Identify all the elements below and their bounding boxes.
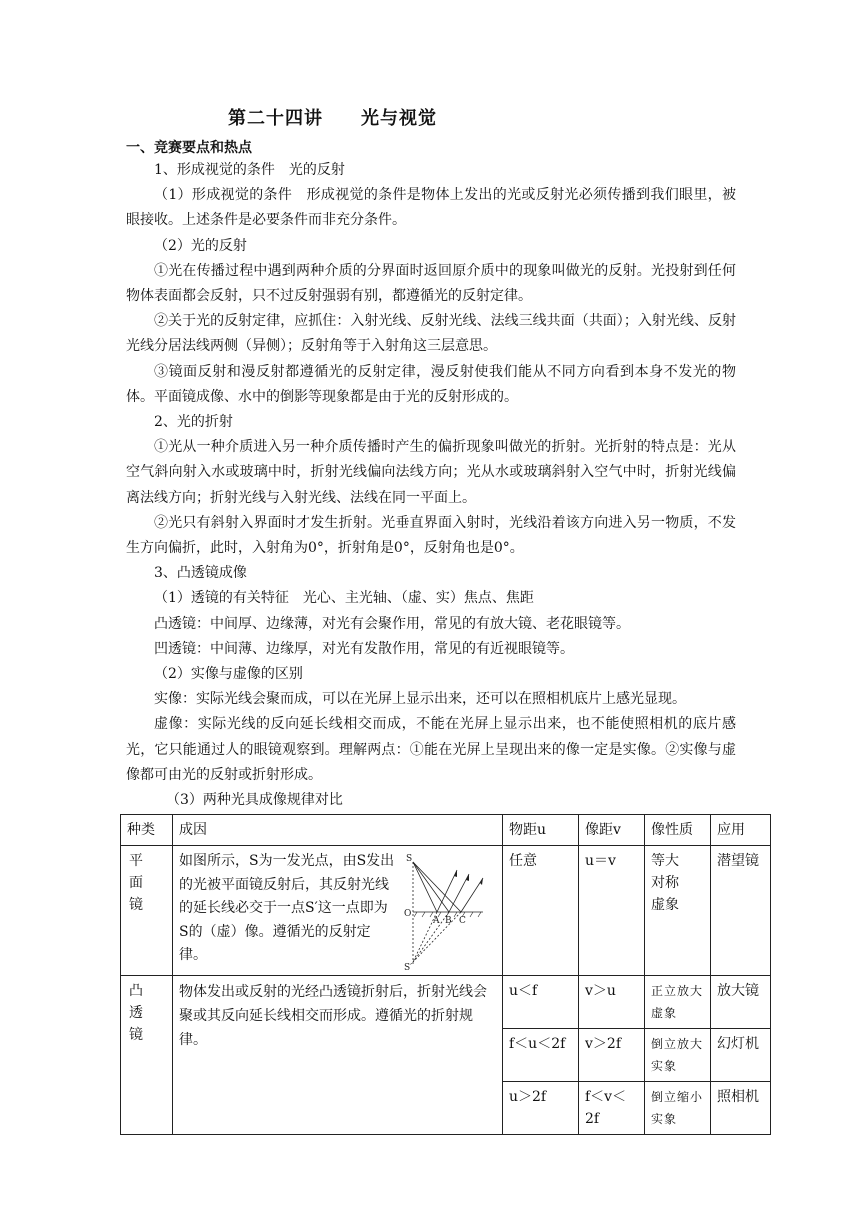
reflected-ray xyxy=(437,870,457,912)
subheading: 3、凸透镜成像 xyxy=(154,565,247,582)
paragraph: ②关于光的反射定律，应抓住：入射光线、反射光线、法线三线共面（共面）；入射光线、反射光线分居法线两侧（异侧）；反射角等于入射角这三层意思。 xyxy=(126,313,736,355)
paragraph: 凸透镜：中间厚、边缘薄，对光有会聚作用，常见的有放大镜、老花眼镜等。 xyxy=(154,615,630,632)
kind-char: 面 xyxy=(129,875,143,891)
table-header-row xyxy=(121,815,771,846)
paragraph: ①光在传播过程中遇到两种介质的分界面时返回原介质中的现象叫做光的反射。光投射到任何物体表面都会反射，只不过反射强弱有别，都遵循光的反射定律。 xyxy=(126,262,736,305)
paragraph: ②光只有斜射入界面时才发生折射。光垂直界面入射时，光线沿着该方向进入另一物质，不发生方向偏折，此时，入射角为0°，折射角是0°，反射角也是0°。 xyxy=(126,514,736,557)
kind-char: 镜 xyxy=(129,1027,143,1043)
subheading: 1、形成视觉的条件 光的反射 xyxy=(154,162,345,178)
header-cell: 种类 xyxy=(121,815,173,846)
label-b: B xyxy=(445,916,452,926)
nature-line: 等大 xyxy=(651,853,679,869)
table-row xyxy=(121,846,771,976)
incident-ray xyxy=(413,862,437,912)
v-cell: v＞2f xyxy=(579,1029,645,1082)
label-s-prime: S′ xyxy=(404,963,413,972)
subheading: （3）两种光具成像规律对比 xyxy=(166,792,343,809)
plane-mirror-diagram xyxy=(403,852,489,972)
application-cell: 照相机 xyxy=(711,1082,771,1135)
label-o: O xyxy=(404,909,412,919)
incident-ray xyxy=(413,862,449,912)
section-heading: 一、竞赛要点和热点 xyxy=(126,140,252,156)
paragraph: （1）形成视觉的条件 形成视觉的条件是物体上发出的光或反射光必须传播到我们眼里，被眼接收。上述条件是必要条件而非充分条件。 xyxy=(126,187,736,229)
nature-line: 对称 xyxy=(651,875,679,891)
v-cell: f＜v＜2f xyxy=(579,1082,645,1135)
incident-ray xyxy=(413,862,461,912)
kind-char: 镜 xyxy=(129,897,143,913)
paragraph: 凹透镜：中间薄、边缘厚，对光有发散作用，常见的有近视眼镜等。 xyxy=(154,640,574,657)
comparison-table xyxy=(120,814,771,1135)
application-cell: 潜望镜 xyxy=(711,846,771,976)
v-cell: u＝v xyxy=(579,846,645,976)
header-cell: 成因 xyxy=(173,815,503,846)
table-row xyxy=(121,976,771,1029)
application-cell: 幻灯机 xyxy=(711,1029,771,1082)
kind-char: 凸 xyxy=(129,983,143,999)
nature-cell xyxy=(645,846,711,976)
subheading: （2）实像与虚像的区别 xyxy=(154,666,303,683)
subheading: （1）透镜的有关特征 光心、主光轴、（虚、实）焦点、焦距 xyxy=(154,590,534,607)
nature-cell: 正立放大虚象 xyxy=(645,976,711,1029)
paragraph: ①光从一种介质进入另一种介质传播时产生的偏折现象叫做光的折射。光折射的特点是：光从空气斜向射入水或玻璃中时，折射光线偏向法线方向；光从水或玻璃斜射入空气中时，折射光线偏离法线方向；折射光线与入射光线、法线在同一平面上。 xyxy=(126,439,736,506)
paragraph: ③镜面反射和漫反射都遵循光的反射定律，漫反射使我们能从不同方向看到本身不发光的物体。平面镜成像、水中的倒影等现象都是由于光的反射形成的。 xyxy=(126,363,736,405)
paragraph: 实像：实际光线会聚而成，可以在光屏上显示出来，还可以在照相机底片上感光显现。 xyxy=(154,691,686,708)
nature-cell: 倒立缩小实象 xyxy=(645,1082,711,1135)
kind-cell xyxy=(121,976,173,1135)
u-cell: f＜u＜2f xyxy=(503,1029,579,1082)
header-cell: 应用 xyxy=(711,815,771,846)
extension-line xyxy=(413,912,449,962)
u-cell: u＞2f xyxy=(503,1082,579,1135)
label-a: A xyxy=(433,916,440,926)
kind-char: 透 xyxy=(129,1005,143,1021)
paragraph: 虚像：实际光线的反向延长线相交而成，不能在光屏上显示出来，也不能使照相机的底片感光，它只能通过人的眼镜观察到。理解两点：①能在光屏上呈现出来的像一定是实像。②实像与虚像都可由光的反射或折射形成。 xyxy=(126,716,736,783)
label-s: S xyxy=(406,854,413,864)
cause-cell xyxy=(173,846,503,976)
lecture-title: 第二十四讲 光与视觉 xyxy=(228,108,437,129)
v-cell: v＞u xyxy=(579,976,645,1029)
nature-cell: 倒立放大实象 xyxy=(645,1029,711,1082)
subheading: （2）光的反射 xyxy=(154,237,247,254)
header-cell: 像性质 xyxy=(645,815,711,846)
header-cell: 物距u xyxy=(503,815,579,846)
label-c: C xyxy=(459,916,466,926)
header-cell: 像距v xyxy=(579,815,645,846)
cause-cell: 物体发出或反射的光经凸透镜折射后，折射光线会聚或其反向延长线相交而形成。遵循光的折射规律。 xyxy=(173,976,503,1135)
mirror-cause-text: 如图所示，S为一发光点，由S发出的光被平面镜反射后，其反射光线的延长线必交于一点S′这一点即为S的（虚）像。遵循光的反射定律。 xyxy=(179,853,395,963)
application-cell: 放大镜 xyxy=(711,976,771,1029)
nature-line: 虚象 xyxy=(651,897,679,913)
kind-cell xyxy=(121,846,173,976)
subheading: 2、光的折射 xyxy=(154,414,233,431)
body-text xyxy=(126,158,736,813)
u-cell: u＜f xyxy=(503,976,579,1029)
u-cell: 任意 xyxy=(503,846,579,976)
kind-char: 平 xyxy=(129,853,143,869)
